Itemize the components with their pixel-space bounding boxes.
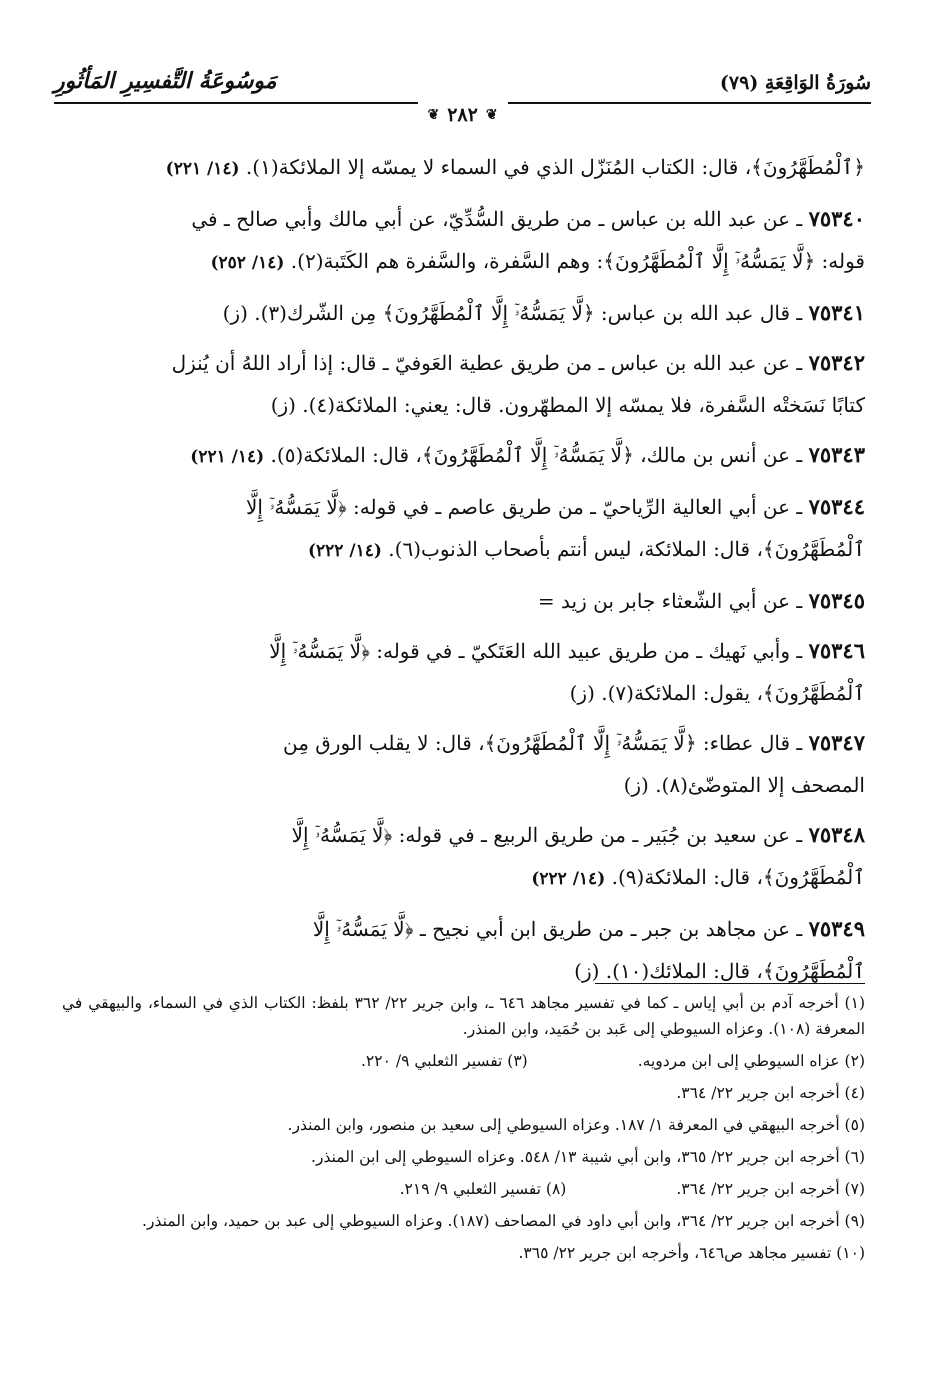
- text-paragraph: [70, 908, 865, 992]
- paragraph-line: ـ قال عبد الله بن عباس: ﴿لَّا يَمَسُّهُۥٓ إِلَّا ٱلْمُطَهَّرُونَ﴾ مِن الشّرك(٣). (ز): [222, 301, 803, 325]
- volume-reference: (١٤/ ٢٥٢): [210, 253, 285, 273]
- paragraph-line: ٱلْمُطَهَّرُونَ﴾، قال: الملائكة، ليس أنتم بأصحاب الذنوب(٦).: [388, 537, 865, 561]
- athar-number: ٧٥٣٤٧: [808, 730, 865, 755]
- page-header: [54, 64, 871, 136]
- paragraph-line: ـ عن أبي الشّعثاء جابر بن زيد =: [537, 589, 803, 613]
- text-paragraph: [70, 292, 865, 334]
- paragraph-line: ـ عن سعيد بن جُبَير ـ من طريق الربيع ـ في قوله: ﴿لَّا يَمَسُّهُۥٓ إِلَّا: [291, 823, 803, 847]
- athar-number: ٧٥٣٤٣: [808, 442, 865, 467]
- paragraph-line: المصحف إلا المتوضّئ(٨). (ز): [623, 773, 865, 797]
- footnote: (٥) أخرجه البيهقي في المعرفة ١/ ١٨٧. وعزاه السيوطي إلى سعيد بن منصور، وابن المنذر.: [287, 1116, 865, 1134]
- text-paragraph: [70, 434, 865, 478]
- footnote: (١) أخرجه آدم بن أبي إياس ـ كما في تفسير مجاهد ٦٤٦ ـ، وابن جرير ٢٢/ ٣٦٢ بلفظ: الكتاب الذي في السماء، والبيهقي في المعرفة (١٠٨). وعزاه السيوطي إلى عَبد بن حُمَيد، وابن المنذر.: [62, 994, 865, 1038]
- ornament-icon: ❦: [485, 107, 498, 123]
- footnote-row: [62, 1048, 865, 1074]
- paragraph-line: ٱلْمُطَهَّرُونَ﴾، قال: الملائكة(٩).: [611, 865, 865, 889]
- footnote-separator: [595, 983, 865, 984]
- footnote: (٦) أخرجه ابن جرير ٢٢/ ٣٦٥، وابن أبي شيبة ١٣/ ٥٤٨. وعزاه السيوطي إلى ابن المنذر.: [311, 1148, 865, 1166]
- paragraph-line: ٱلْمُطَهَّرُونَ﴾، يقول: الملائكة(٧). (ز): [569, 681, 865, 705]
- footnote: (٤) أخرجه ابن جرير ٢٢/ ٣٦٤.: [676, 1084, 865, 1102]
- footnote: (١٠) تفسير مجاهد ص٦٤٦، وأخرجه ابن جرير ٢٢/ ٣٦٥.: [518, 1244, 865, 1262]
- main-text: [70, 146, 865, 1000]
- volume-reference: (١٤/ ٢٢٢): [308, 541, 382, 561]
- athar-number: ٧٥٣٤٢: [808, 350, 865, 375]
- paragraph-line: قوله: ﴿لَّا يَمَسُّهُۥٓ إِلَّا ٱلْمُطَهَّرُونَ﴾: وهم السَّفرة، والسَّفرة هم الكَتَبة(٢).: [290, 249, 865, 273]
- paragraph-line: ـ عن مجاهد بن جبر ـ من طريق ابن أبي نجيح ـ ﴿لَّا يَمَسُّهُۥٓ إِلَّا: [312, 917, 803, 941]
- athar-number: ٧٥٣٤٥: [808, 588, 865, 613]
- volume-reference: (١٤/ ٢٢١): [190, 447, 265, 467]
- paragraph-line: ـ عن عبد الله بن عباس ـ من طريق عطية العَوفيّ ـ قال: إذا أراد اللهُ أن يُنزل: [171, 351, 803, 375]
- page-number: ٢٨٢: [447, 104, 478, 126]
- paragraph-line: ـ قال عطاء: ﴿لَّا يَمَسُّهُۥٓ إِلَّا ٱلْمُطَهَّرُونَ﴾، قال: لا يقلب الورق مِن: [282, 731, 803, 755]
- text-paragraph: [70, 198, 865, 284]
- athar-number: ٧٥٣٤٩: [808, 916, 865, 941]
- text-paragraph: [70, 580, 865, 622]
- footnote: (٧) أخرجه ابن جرير ٢٢/ ٣٦٤.: [676, 1180, 865, 1198]
- athar-number: ٧٥٣٤٦: [808, 638, 865, 663]
- page-number-block: [417, 102, 507, 128]
- paragraph-line: ـ عن أنس بن مالك، ﴿لَّا يَمَسُّهُۥٓ إِلَّا ٱلْمُطَهَّرُونَ﴾، قال: الملائكة(٥).: [270, 443, 803, 467]
- paragraph-line: ٱلْمُطَهَّرُونَ﴾، قال: الملائك(١٠). (ز): [574, 959, 865, 983]
- athar-number: ٧٥٣٤٤: [808, 494, 865, 519]
- footnotes: [62, 990, 865, 1272]
- athar-number: ٧٥٣٤٨: [808, 822, 865, 847]
- text-paragraph: [70, 722, 865, 806]
- ornament-icon: ❦: [427, 107, 440, 123]
- text-paragraph: [70, 486, 865, 572]
- text-paragraph: [70, 146, 865, 190]
- footnote: (٩) أخرجه ابن جرير ٢٢/ ٣٦٤، وابن أبي داود في المصاحف (١٨٧). وعزاه السيوطي إلى عبد بن حميد، وابن المنذر.: [142, 1212, 865, 1230]
- paragraph-line: ـ عن أبي العالية الرِّياحيّ ـ من طريق عاصم ـ في قوله: ﴿لَّا يَمَسُّهُۥٓ إِلَّا: [246, 495, 803, 519]
- volume-reference: (١٤/ ٢٢١): [165, 159, 240, 179]
- footnote: (٢) عزاه السيوطي إلى ابن مردويه.: [637, 1052, 865, 1070]
- footnote-row: [62, 1176, 865, 1202]
- athar-number: ٧٥٣٤٠: [808, 206, 865, 231]
- paragraph-line: ـ وأبي نَهيك ـ من طريق عبيد الله العَتَكيّ ـ في قوله: ﴿لَّا يَمَسُّهُۥٓ إِلَّا: [269, 639, 803, 663]
- paragraph-line: كتابًا نَسَختْه السَّفرة، فلا يمسّه إلا المطهّرون. قال: يعني: الملائكة(٤). (ز): [270, 393, 865, 417]
- athar-number: ٧٥٣٤١: [808, 300, 865, 325]
- book-title: مَوسُوعَةُ التَّفسِيرِ المَأثُورِ: [54, 68, 277, 94]
- paragraph-line: ﴿ٱلْمُطَهَّرُونَ﴾، قال: الكتاب المُنَزّل الذي في السماء لا يمسّه إلا الملائكة(١).: [245, 155, 865, 179]
- text-paragraph: [70, 814, 865, 900]
- footnote: (٨) تفسير الثعلبي ٩/ ٢١٩.: [399, 1180, 567, 1198]
- text-paragraph: [70, 630, 865, 714]
- paragraph-line: ـ عن عبد الله بن عباس ـ من طريق السُّدِّيّ، عن أبي مالك وأبي صالح ـ في: [191, 207, 803, 231]
- surah-title: سُورَةُ الوَاقِعَةِ (٧٩): [719, 72, 871, 94]
- text-paragraph: [70, 342, 865, 426]
- volume-reference: (١٤/ ٢٢٢): [531, 869, 606, 889]
- footnote: (٣) تفسير الثعلبي ٩/ ٢٢٠.: [360, 1052, 528, 1070]
